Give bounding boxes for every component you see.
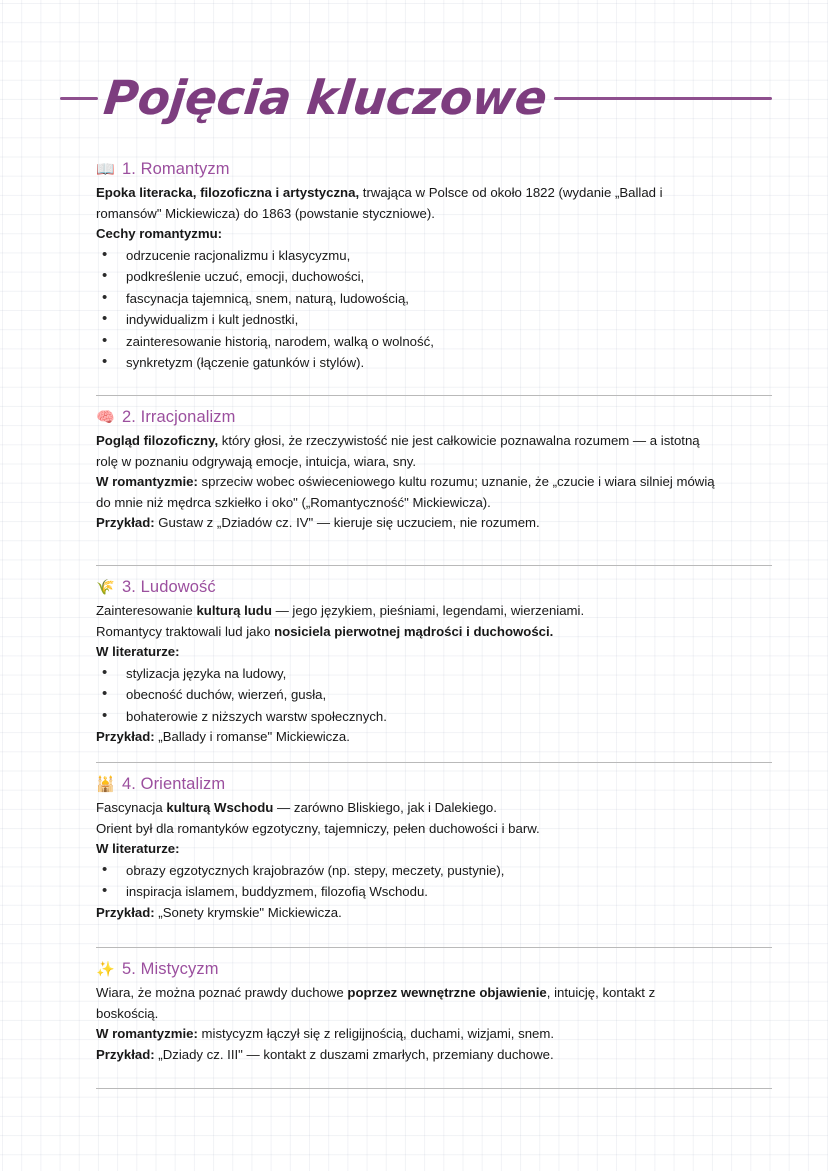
section-example [96,903,772,924]
bold-run: W literaturze: [96,644,180,659]
section-body [96,983,772,1065]
paragraph-line [96,642,772,663]
text-run: — zarówno Bliskiego, jak i Dalekiego. [273,800,497,815]
sparkles-icon: ✨ [96,961,115,978]
text-run: mistycyzm łączył się z religijnością, duchami, wizjami, snem. [197,1026,555,1041]
paragraph-line [96,798,772,819]
list-item: • odrzucenie racjonalizmu i klasycyzmu, [96,245,772,267]
paragraph-line [96,183,772,204]
paragraph-line [96,727,772,748]
bold-run: Przykład: [96,1046,155,1062]
section-body [96,798,772,860]
section-example [96,727,772,748]
text-run: Wiara, że można poznać prawdy duchowe [96,985,348,1000]
paragraph-line [96,472,772,493]
text-run: romansów" Mickiewicza) do 1863 (powstanie styczniowe). [96,205,435,221]
bold-run: kulturą ludu [196,603,272,618]
bullet-list [96,860,772,903]
section-title: 2. Irracjonalizm [122,408,236,426]
mosque-icon: 🕌 [96,776,115,793]
section-body [96,431,772,534]
paragraph-line [96,513,772,534]
paragraph-line [96,601,772,622]
page-title: Pojęcia kluczowe [101,70,550,126]
section-heading-row [96,960,772,979]
title-rule-right [554,97,772,100]
wheat-icon: 🌾 [96,579,115,596]
paragraph-line [96,452,772,473]
section-mistycyzm [96,960,772,1065]
section-heading-row [96,160,772,179]
text-run: „Ballady i romanse" Mickiewicza. [154,729,350,744]
bold-run: W romantyzmie: [96,1026,198,1041]
text-run: — jego językiem, pieśniami, legendami, wierzeniami. [271,603,585,618]
paragraph-line [96,1004,772,1025]
text-run: Gustaw z „Dziadów cz. IV" — kieruje się uczuciem, nie rozumem. [154,515,540,530]
paragraph-line [96,622,772,643]
bold-run: Cechy romantyzmu: [96,226,223,241]
bold-run: poprzez wewnętrzne objawienie [347,985,547,1000]
section-title: 5. Mistycyzm [122,960,219,978]
section-body [96,601,772,663]
paragraph-line [96,839,772,860]
list-item: • stylizacja języka na ludowy, [96,663,772,685]
bold-run: W romantyzmie: [96,474,198,489]
section-romantyzm [96,160,772,374]
bold-run: Przykład: [96,904,155,920]
text-run: który głosi, że rzeczywistość nie jest całkowicie poznawalna rozumem — a istotną [218,433,700,448]
section-divider [96,762,772,763]
list-item: • obecność duchów, wierzeń, gusła, [96,684,772,706]
text-run: „Sonety krymskie" Mickiewicza. [154,904,342,920]
text-run: „Dziady cz. III" — kontakt z duszami zmarłych, przemiany duchowe. [154,1046,554,1062]
bold-run: kulturą Wschodu [166,800,274,815]
section-irracjonalizm [96,408,772,534]
text-run: , intuicję, kontakt z [546,985,656,1000]
bullet-list [96,245,772,374]
paragraph-line [96,224,772,245]
list-item: • zainteresowanie historią, narodem, walką o wolność, [96,331,772,353]
section-title: 3. Ludowość [122,578,216,596]
text-run: boskością. [96,1005,159,1021]
book-icon: 📖 [96,161,115,178]
section-body [96,183,772,245]
paragraph-line [96,204,772,225]
section-heading-row [96,408,772,427]
list-item: • obrazy egzotycznych krajobrazów (np. stepy, meczety, pustynie), [96,860,772,882]
text-run: Fascynacja [96,800,167,815]
list-item: • bohaterowie z niższych warstw społecznych. [96,706,772,728]
list-item: • indywidualizm i kult jednostki, [96,309,772,331]
list-item: • fascynacja tajemnicą, snem, naturą, ludowością, [96,288,772,310]
bold-run: W literaturze: [96,841,180,856]
text-run: do mnie niż mędrca szkiełko i oko" („Romantyczność" Mickiewicza). [96,494,491,510]
section-divider [96,947,772,948]
section-title: 4. Orientalizm [122,775,226,793]
title-rule-left [60,97,98,100]
text-run: Orient był dla romantyków egzotyczny, tajemniczy, pełen duchowości i barw. [96,820,540,836]
paragraph-line [96,493,772,514]
text-run: Zainteresowanie [96,603,197,618]
bold-run: Pogląd filozoficzny, [96,433,219,448]
section-divider [96,1088,772,1089]
bold-run: Przykład: [96,515,155,530]
paragraph-line [96,983,772,1004]
section-title: 1. Romantyzm [122,160,230,178]
page-title-row [60,62,772,134]
list-item: • synkretyzm (łączenie gatunków i stylów). [96,352,772,374]
brain-icon: 🧠 [96,409,115,426]
paragraph-line [96,819,772,840]
text-run: sprzeciw wobec oświeceniowego kultu rozumu; uznanie, że „czucie i wiara silniej mówią [197,474,715,489]
bold-run: Przykład: [96,729,155,744]
bold-run: Epoka literacka, filozoficzna i artystyczna, [96,185,360,200]
bold-run: nosiciela pierwotnej mądrości i duchowości. [274,623,554,639]
text-run: Romantycy traktowali lud jako [96,623,275,639]
section-heading-row [96,775,772,794]
list-item: • podkreślenie uczuć, emocji, duchowości, [96,266,772,288]
section-ludowosc [96,578,772,748]
section-divider [96,395,772,396]
section-orientalizm [96,775,772,923]
paragraph-line [96,431,772,452]
paragraph-line [96,1024,772,1045]
bullet-list [96,663,772,728]
paragraph-line [96,903,772,924]
paragraph-line [96,1045,772,1066]
text-run: rolę w poznaniu odgrywają emocje, intuicja, wiara, sny. [96,453,417,469]
section-heading-row [96,578,772,597]
section-divider [96,565,772,566]
list-item: • inspiracja islamem, buddyzmem, filozofią Wschodu. [96,881,772,903]
text-run: trwająca w Polsce od około 1822 (wydanie „Ballad i [359,185,663,200]
